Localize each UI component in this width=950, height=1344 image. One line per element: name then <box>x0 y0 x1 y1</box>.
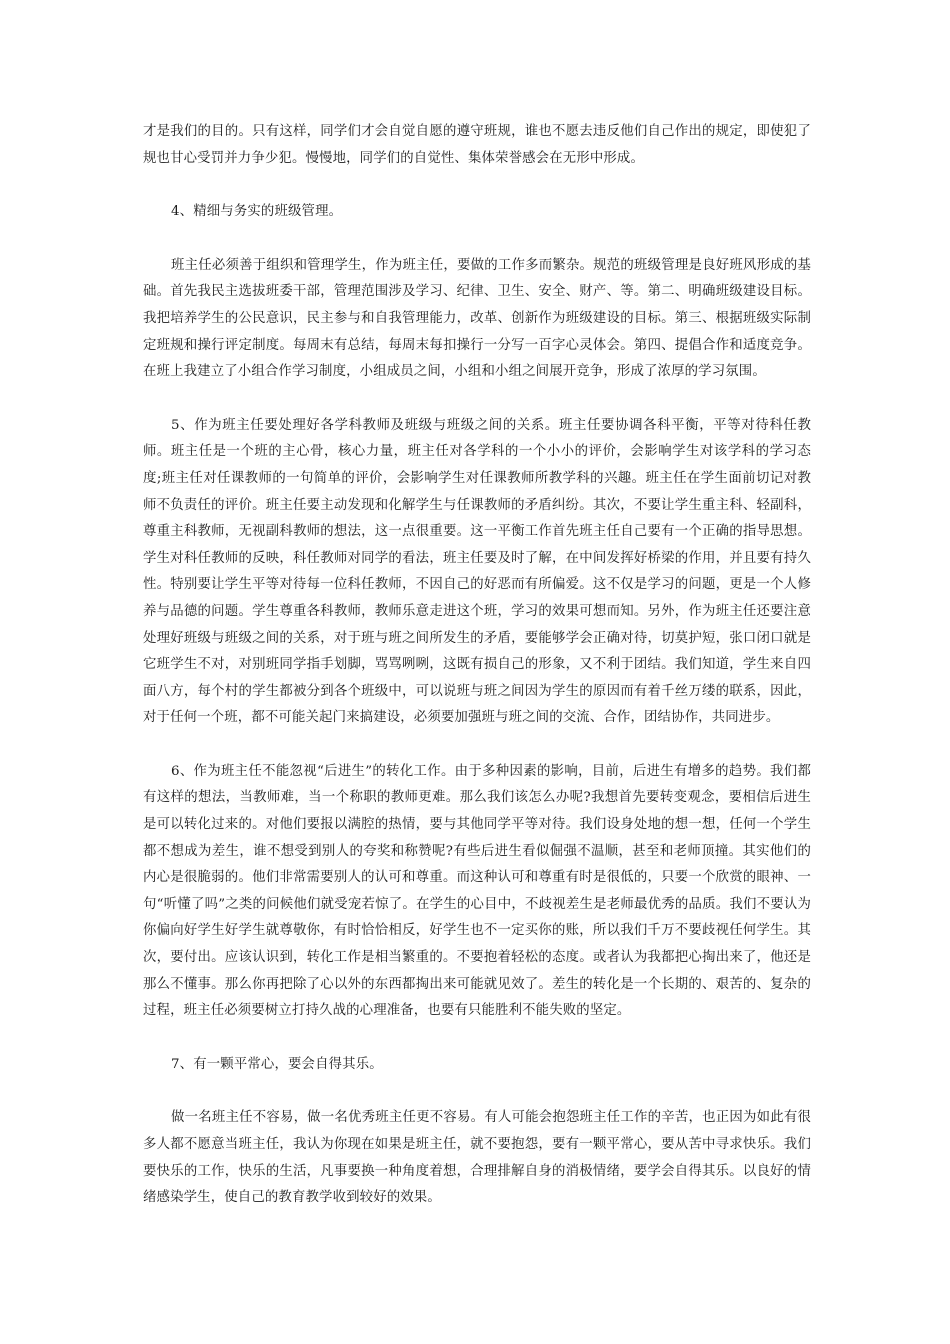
paragraph-class-management: 班主任必须善于组织和管理学生，作为班主任，要做的工作多而繁杂。规范的班级管理是良好班风形成的基础。首先我民主选拔班委干部，管理范围涉及学习、纪律、卫生、安全、财产、等。第二、明确班级建设目标。我把培养学生的公民意识，民主参与和自我管理能力，改革、创新作为班级建设的目标。第三、根据班级实际制定班规和操行评定制度。每周末有总结，每周末每扣操行一分写一百字心灵体会。第四、提倡合作和适度竞争。在班上我建立了小组合作学习制度，小组成员之间，小组和小组之间展开竞争，形成了浓厚的学习氛围。 <box>143 257 811 380</box>
paragraph-continuation: 才是我们的目的。只有这样，同学们才会自觉自愿的遵守班规，谁也不愿去违反他们自己作出的规定，即使犯了规也甘心受罚并力争少犯。慢慢地，同学们的自觉性、集体荣誉感会在无形中形成。 <box>143 124 811 166</box>
paragraph-contentment: 做一名班主任不容易，做一名优秀班主任更不容易。有人可能会抱怨班主任工作的辛苦，也正因为如此有很多人都不愿意当班主任，我认为你现在如果是班主任，就不要抱怨，要有一颗平常心，要从苦中寻求快乐。我们要快乐的工作，快乐的生活，凡事要换一种角度着想，合理排解自身的消极情绪，要学会自得其乐。以良好的情绪感染学生，使自己的教育教学收到较好的效果。 <box>143 1110 811 1206</box>
paragraph-underachievers: 6、作为班主任不能忽视“后进生”的转化工作。由于多种因素的影响，目前，后进生有增多的趋势。我们都有这样的想法，当教师难，当一个称职的教师更难。那么我们该怎么办呢?我想首先要转变观念，要相信后进生是可以转化过来的。对他们要报以满腔的热情，要与其他同学平等对待。我们设身处地的想一想，任何一个学生都不想成为差生，谁不想受到别人的夸奖和称赞呢?有些后进生看似倔强不温顺，甚至和老师顶撞。其实他们的内心是很脆弱的。他们非常需要别人的认可和尊重。而这种认可和尊重有时是很低的，只要一个欣赏的眼神、一句“听懂了吗”之类的问候他们就受宠若惊了。在学生的心目中，不歧视差生是老师最优秀的品质。我们不要认为你偏向好学生好学生就尊敬你，有时恰恰相反，好学生也不一定买你的账，所以我们千万不要歧视任何学生。其次，要付出。应该认识到，转化工作是相当繁重的。不要抱着轻松的态度。或者认为我都把心掏出来了，他还是那么不懂事。那么你再把除了心以外的东西都掏出来可能就见效了。差生的转化是一个长期的、艰苦的、复杂的过程，班主任必须要树立打持久战的心理准备，也要有只能胜利不能失败的坚定。 <box>143 763 811 1019</box>
document-page <box>143 119 811 1239</box>
section-heading-4: 4、精细与务实的班级管理。 <box>171 204 343 220</box>
paragraph-teacher-relations: 5、作为班主任要处理好各学科教师及班级与班级之间的关系。班主任要协调各科平衡，平等对待科任教师。班主任是一个班的主心骨，核心力量，班主任对各学科的一个小小的评价，会影响学生对该学科的学习态度;班主任对任课教师的一句简单的评价，会影响学生对任课教师所教学科的兴趣。班主任在学生面前切记对教师不负责任的评价。班主任要主动发现和化解学生与任课教师的矛盾纠纷。其次，不要让学生重主科、轻副科，尊重主科教师，无视副科教师的想法，这一点很重要。这一平衡工作首先班主任自己要有一个正确的指导思想。学生对科任教师的反映，科任教师对同学的看法，班主任要及时了解，在中间发挥好桥梁的作用，并且要有持久性。特别要让学生平等对待每一位科任教师，不因自己的好恶而有所偏爱。这不仅是学习的问题，更是一个人修养与品德的问题。学生尊重各科教师，教师乐意走进这个班，学习的效果可想而知。另外，作为班主任还要注意处理好班级与班级之间的关系，对于班与班之间所发生的矛盾，要能够学会正确对待，切莫护短，张口闭口就是它班学生不对，对别班同学指手划脚，骂骂咧咧，这既有损自己的形象，又不利于团结。我们知道，学生来自四面八方，每个村的学生都被分到各个班级中，可以说班与班之间因为学生的原因而有着千丝万缕的联系，因此，对于任何一个班，都不可能关起门来搞建设，必须要加强班与班之间的交流、合作，团结协作，共同进步。 <box>143 417 811 726</box>
section-heading-7: 7、有一颗平常心，要会自得其乐。 <box>171 1056 383 1072</box>
